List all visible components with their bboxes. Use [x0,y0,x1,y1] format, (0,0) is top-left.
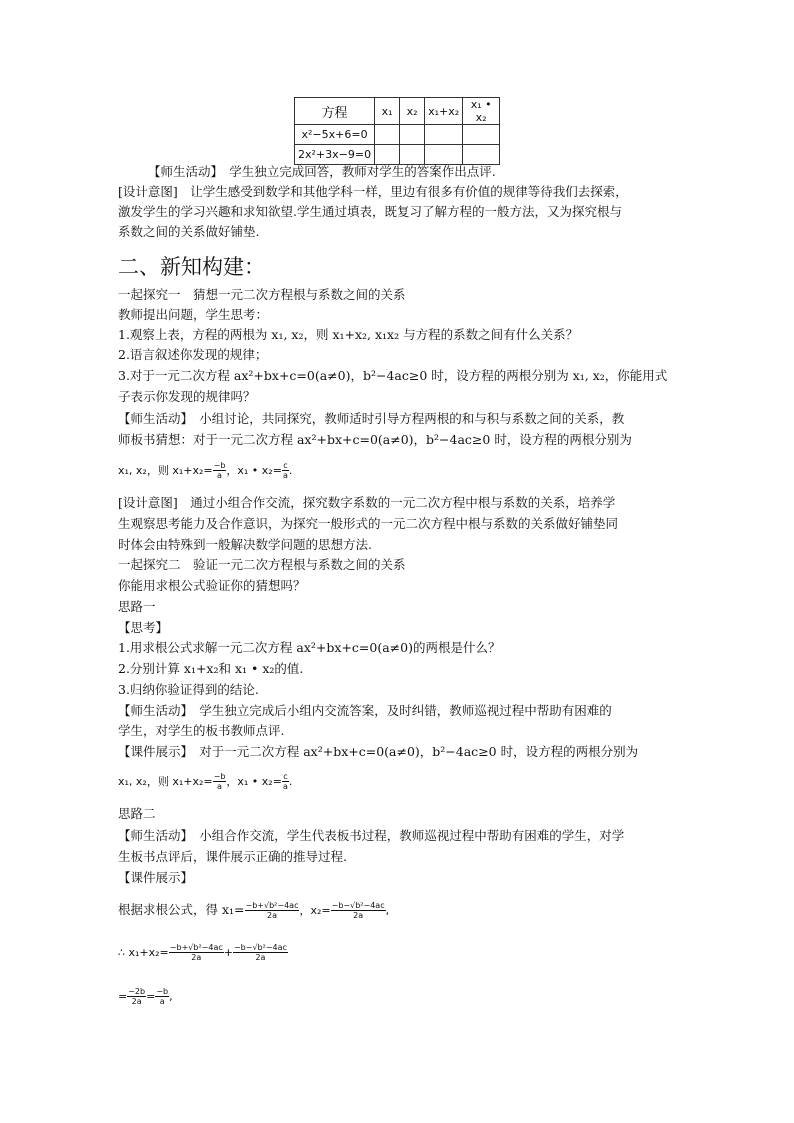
fraction-denominator: 2a [191,953,202,962]
fraction [282,772,289,791]
table-header: x₁+x₂ [425,98,463,125]
fraction-numerator: −b [156,987,169,996]
fraction-numerator: −b−√b²−4ac [331,901,385,910]
fraction-denominator: a [217,782,222,791]
paragraph-line: 生板书点评后，课件展示正确的推导过程. [118,849,347,864]
fraction [213,772,227,791]
subsection-heading: 一起探究一 猜想一元二次方程根与系数之间的关系 [118,287,406,302]
fraction-numerator: −b+√b²−4ac [169,943,223,952]
fraction-denominator: a [282,471,288,480]
fraction-numerator: c [283,461,288,470]
paragraph-line: 师板书猜想：对于一元二次方程 ax²+bx+c=0(a≠0)，b²−4ac≥0 时，设方程的两根分别为 [118,432,632,447]
paragraph-line: 子表示你发现的规律吗？ [118,389,256,404]
formula-text: ，x₁ • x₂= [226,464,282,477]
paragraph-line: 【师生活动】 小组合作交流，学生代表板书过程，教师巡视过程中帮助有困难的学生，对学 [118,828,625,843]
fraction [127,987,146,1006]
paragraph-line: 系数之间的关系做好铺垫. [118,224,260,239]
formula-line [118,987,173,1006]
formula-text: x₁, x₂，则 x₁+x₂= [118,775,213,788]
paragraph-line: 【师生活动】 学生独立完成后小组内交流答案，及时纠错，教师巡视过程中帮助有困难的 [118,703,612,718]
fraction-numerator: c [283,772,288,781]
paragraph-line: 你能用求根公式验证你的猜想吗？ [118,578,306,593]
paragraph-line: 时体会由特殊到一般解决数学问题的思想方法. [118,537,372,552]
formula-line: x₁, x₂，则 x₁+x₂= $\frac{-b}{a}$ ，x₁ • x₂= $\frac{c}{a}$ . [118,461,293,480]
table-row [295,125,500,145]
formula-line [118,943,288,962]
fraction-numerator: −b [213,461,226,470]
table-cell [425,145,463,165]
fraction-denominator: a [217,471,222,480]
paragraph-line: 生观察思考能力及合作意识，为探究一般形式的一元二次方程中根与系数的关系做好铺垫同 [118,516,619,531]
table-cell: x²−5x+6=0 [295,125,375,145]
table-cell [375,125,400,145]
paragraph-line: 2.语言叙述你发现的规律； [118,347,268,362]
formula-text: , [169,990,173,1003]
paragraph-line: 【课件展示】 [118,870,194,885]
fraction [233,943,288,962]
fraction-numerator: −b+√b²−4ac [245,901,299,910]
fraction [213,461,227,480]
fraction [245,901,300,920]
fraction-denominator: 2a [131,997,142,1006]
fraction-denominator: 2a [353,911,364,920]
paragraph-line: [设计意图] 让学生感受到数学和其他学科一样，里边有很多有价值的规律等待我们去探索， [118,184,628,199]
formula-text: ∴ x₁+x₂= [118,946,169,959]
formula-text: ，x₂= [299,904,331,917]
fraction [282,461,289,480]
fraction [155,987,169,1006]
table-header: x₂ [400,98,425,125]
paragraph-line: [设计意图] 通过小组合作交流，探究数字系数的一元二次方程中根与系数的关系，培养学 [118,495,616,510]
fraction-denominator: a [159,997,165,1006]
formula-text: ，x₁ • x₂= [226,775,282,788]
table-header: x₁ • x₂ [463,98,500,125]
paragraph-line: 1.观察上表，方程的两根为 x₁, x₂，则 x₁+x₂, x₁x₂ 与方程的系数之间有什么关系？ [118,327,579,342]
paragraph-line: 【师生活动】 小组讨论，共同探究，教师适时引导方程两根的和与积与系数之间的关系，教 [118,411,625,426]
formula-text: x₁, x₂，则 x₁+x₂= [118,464,213,477]
table-header: 方程 [295,98,375,125]
table-cell: 2x²+3x−9=0 [295,145,375,165]
table-cell [375,145,400,165]
table-cell [463,125,500,145]
paragraph-line: 3.归纳你验证得到的结论. [118,682,259,697]
table-cell [400,145,425,165]
fraction [169,943,224,962]
paragraph-line: 思路一 [118,599,156,614]
fraction [331,901,386,920]
fraction-denominator: a [282,782,288,791]
paragraph-line: 学生，对学生的板书教师点评. [118,723,285,738]
equation-table [294,97,500,165]
paragraph-line: 【课件展示】 对于一元二次方程 ax²+bx+c=0(a≠0)，b²−4ac≥0 时，设方程的两根分别为 [118,744,639,759]
fraction-numerator: −2b [128,987,146,996]
formula-line: x₁, x₂，则 x₁+x₂= $\frac{-b}{a}$ ，x₁ • x₂= $\frac{c}{a}$ . [118,772,293,791]
table-row [295,145,500,165]
fraction-denominator: 2a [255,953,266,962]
fraction-numerator: −b−√b²−4ac [233,943,287,952]
fraction-numerator: −b [213,772,226,781]
table-cell [400,125,425,145]
formula-text: = [118,990,128,1003]
table-header-row [295,98,500,125]
paragraph-line: 1.用求根公式求解一元二次方程 ax²+bx+c=0(a≠0)的两根是什么？ [118,640,501,655]
section-title: 二、新知构建： [118,255,265,279]
formula-text: 根据求根公式，得 x₁= [118,902,245,917]
paragraph-line: 【思考】 [118,620,169,635]
table-cell [463,145,500,165]
table-header: x₁ [375,98,400,125]
formula-text: = [146,990,156,1003]
paragraph-line: 【师生活动】 学生独立完成回答，教师对学生的答案作出点评. [148,164,496,179]
table-cell [425,125,463,145]
paragraph-line: 激发学生的学习兴趣和求知欲望.学生通过填表，既复习了解方程的一般方法，又为探究根与 [118,204,622,219]
subsection-heading: 一起探究二 验证一元二次方程根与系数之间的关系 [118,557,406,572]
paragraph-line: 2.分别计算 x₁+x₂和 x₁ • x₂的值. [118,661,304,676]
fraction-denominator: 2a [267,911,277,920]
paragraph-line: 3.对于一元二次方程 ax²+bx+c=0(a≠0)，b²−4ac≥0 时，设方程的两根分别为 x₁, x₂，你能用式 [118,368,668,383]
formula-line: 根据求根公式，得 x₁= $\frac{\text{−b+√b²−4ac}}{2a}$ ，x₂= $\frac{\text{−b−√b²−4ac}}{2a}$ , [118,901,390,920]
formula-text: + [223,946,233,959]
paragraph-line: 教师提出问题，学生思考： [118,307,269,322]
paragraph-line: 思路二 [118,806,156,821]
